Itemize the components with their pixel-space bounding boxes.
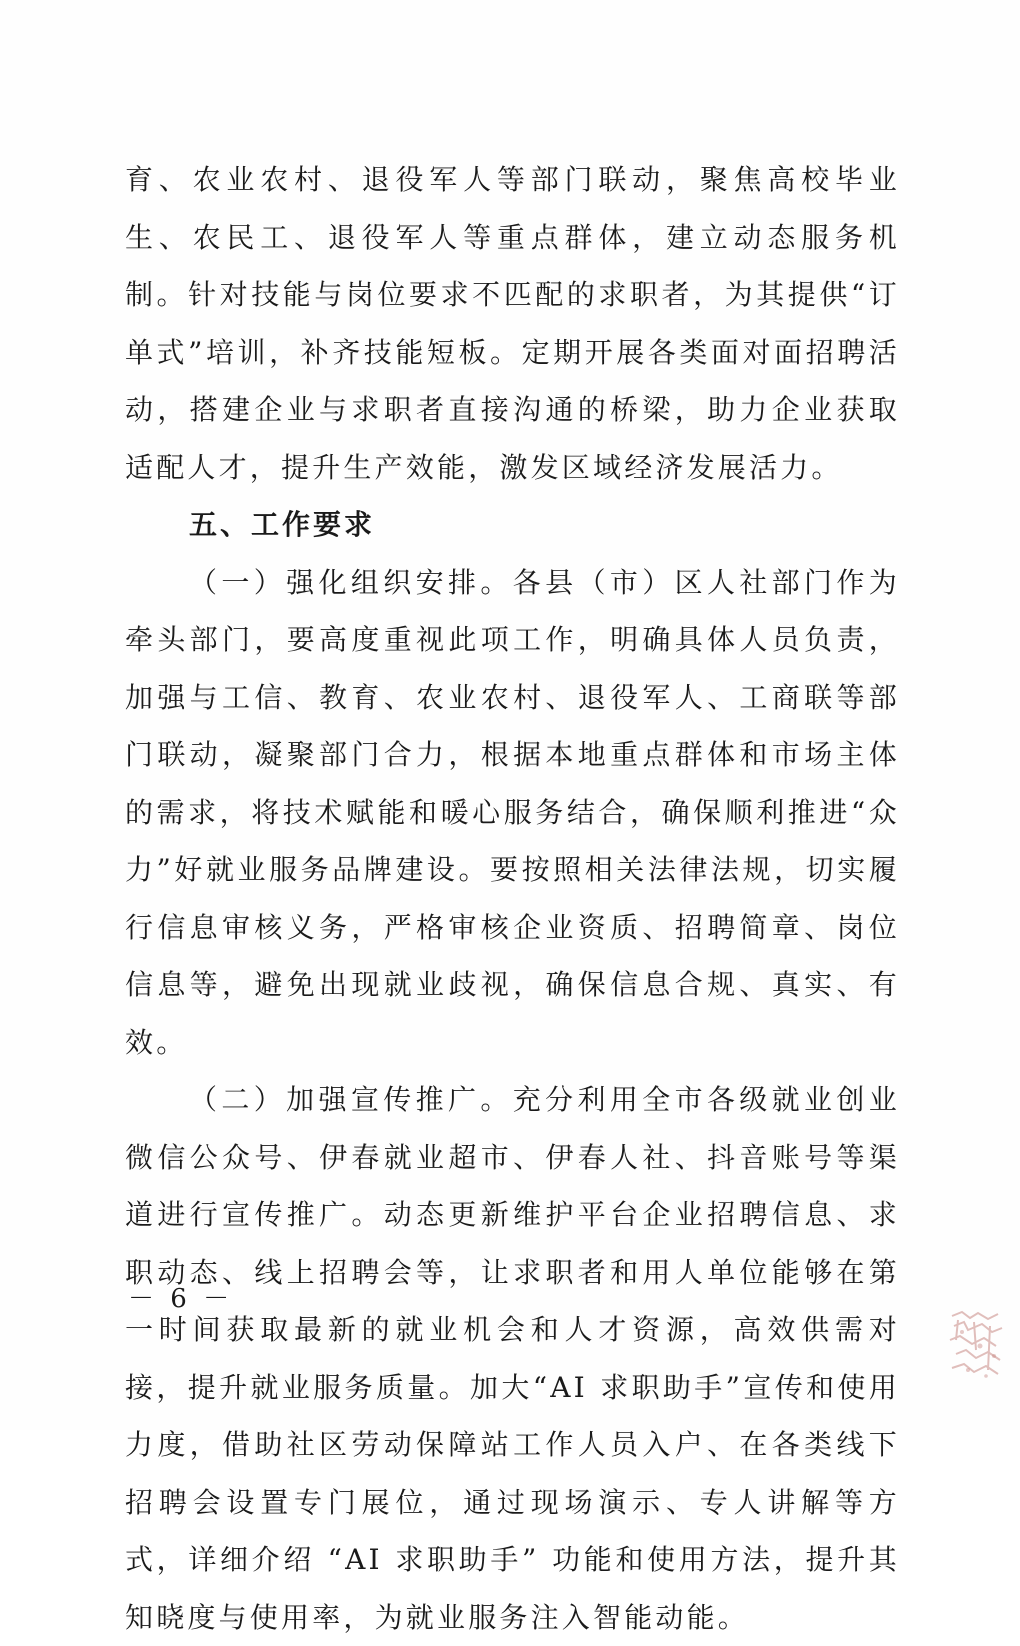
red-seal-fragment-icon (948, 1310, 1004, 1382)
requirement-item-promotion: （二）加强宣传推广。充分利用全市各级就业创业微信公众号、伊春就业超市、伊春人社、抖音账号等渠道进行宣传推广。动态更新维护平台企业招聘信息、求职动态、线上招聘会等，让求职者和用人单位能够在第一时间获取最新的就业机会和人才资源，高效供需对接，提升就业服务质量。加大“AI 求职助手”宣传和使用力度，借助社区劳动保障站工作人员入户、在各类线下招聘会设置专门展位，通过现场演示、专人讲解等方式，详细介绍 “AI 求职助手” 功能和使用方法，提升其知晓度与使用率，为就业服务注入智能动能。 (125, 1083, 900, 1634)
page-number: － 6 － (128, 1284, 234, 1314)
requirement-item-organization: （一）强化组织安排。各县（市）区人社部门作为牵头部门，要高度重视此项工作，明确具体人员负责，加强与工信、教育、农业农村、退役军人、工商联等部门联动，凝聚部门合力，根据本地重点群体和市场主体的需求，将技术赋能和暖心服务结合，确保顺利推进“众力”好就业服务品牌建设。要按照相关法律法规，切实履行信息审核义务，严格审核企业资质、招聘简章、岗位信息等，避免出现就业歧视，确保信息合规、真实、有效。 (125, 565, 900, 1059)
section-heading: 五、工作要求 (189, 508, 376, 541)
document-body (125, 151, 900, 1646)
paragraph-continuation: 育、农业农村、退役军人等部门联动，聚焦高校毕业生、农民工、退役军人等重点群体，建立动态服务机制。针对技能与岗位要求不匹配的求职者，为其提供“订单式”培训，补齐技能短板。定期开展各类面对面招聘活动，搭建企业与求职者直接沟通的桥梁，助力企业获取适配人才，提升生产效能，激发区域经济发展活力。 (125, 163, 900, 484)
